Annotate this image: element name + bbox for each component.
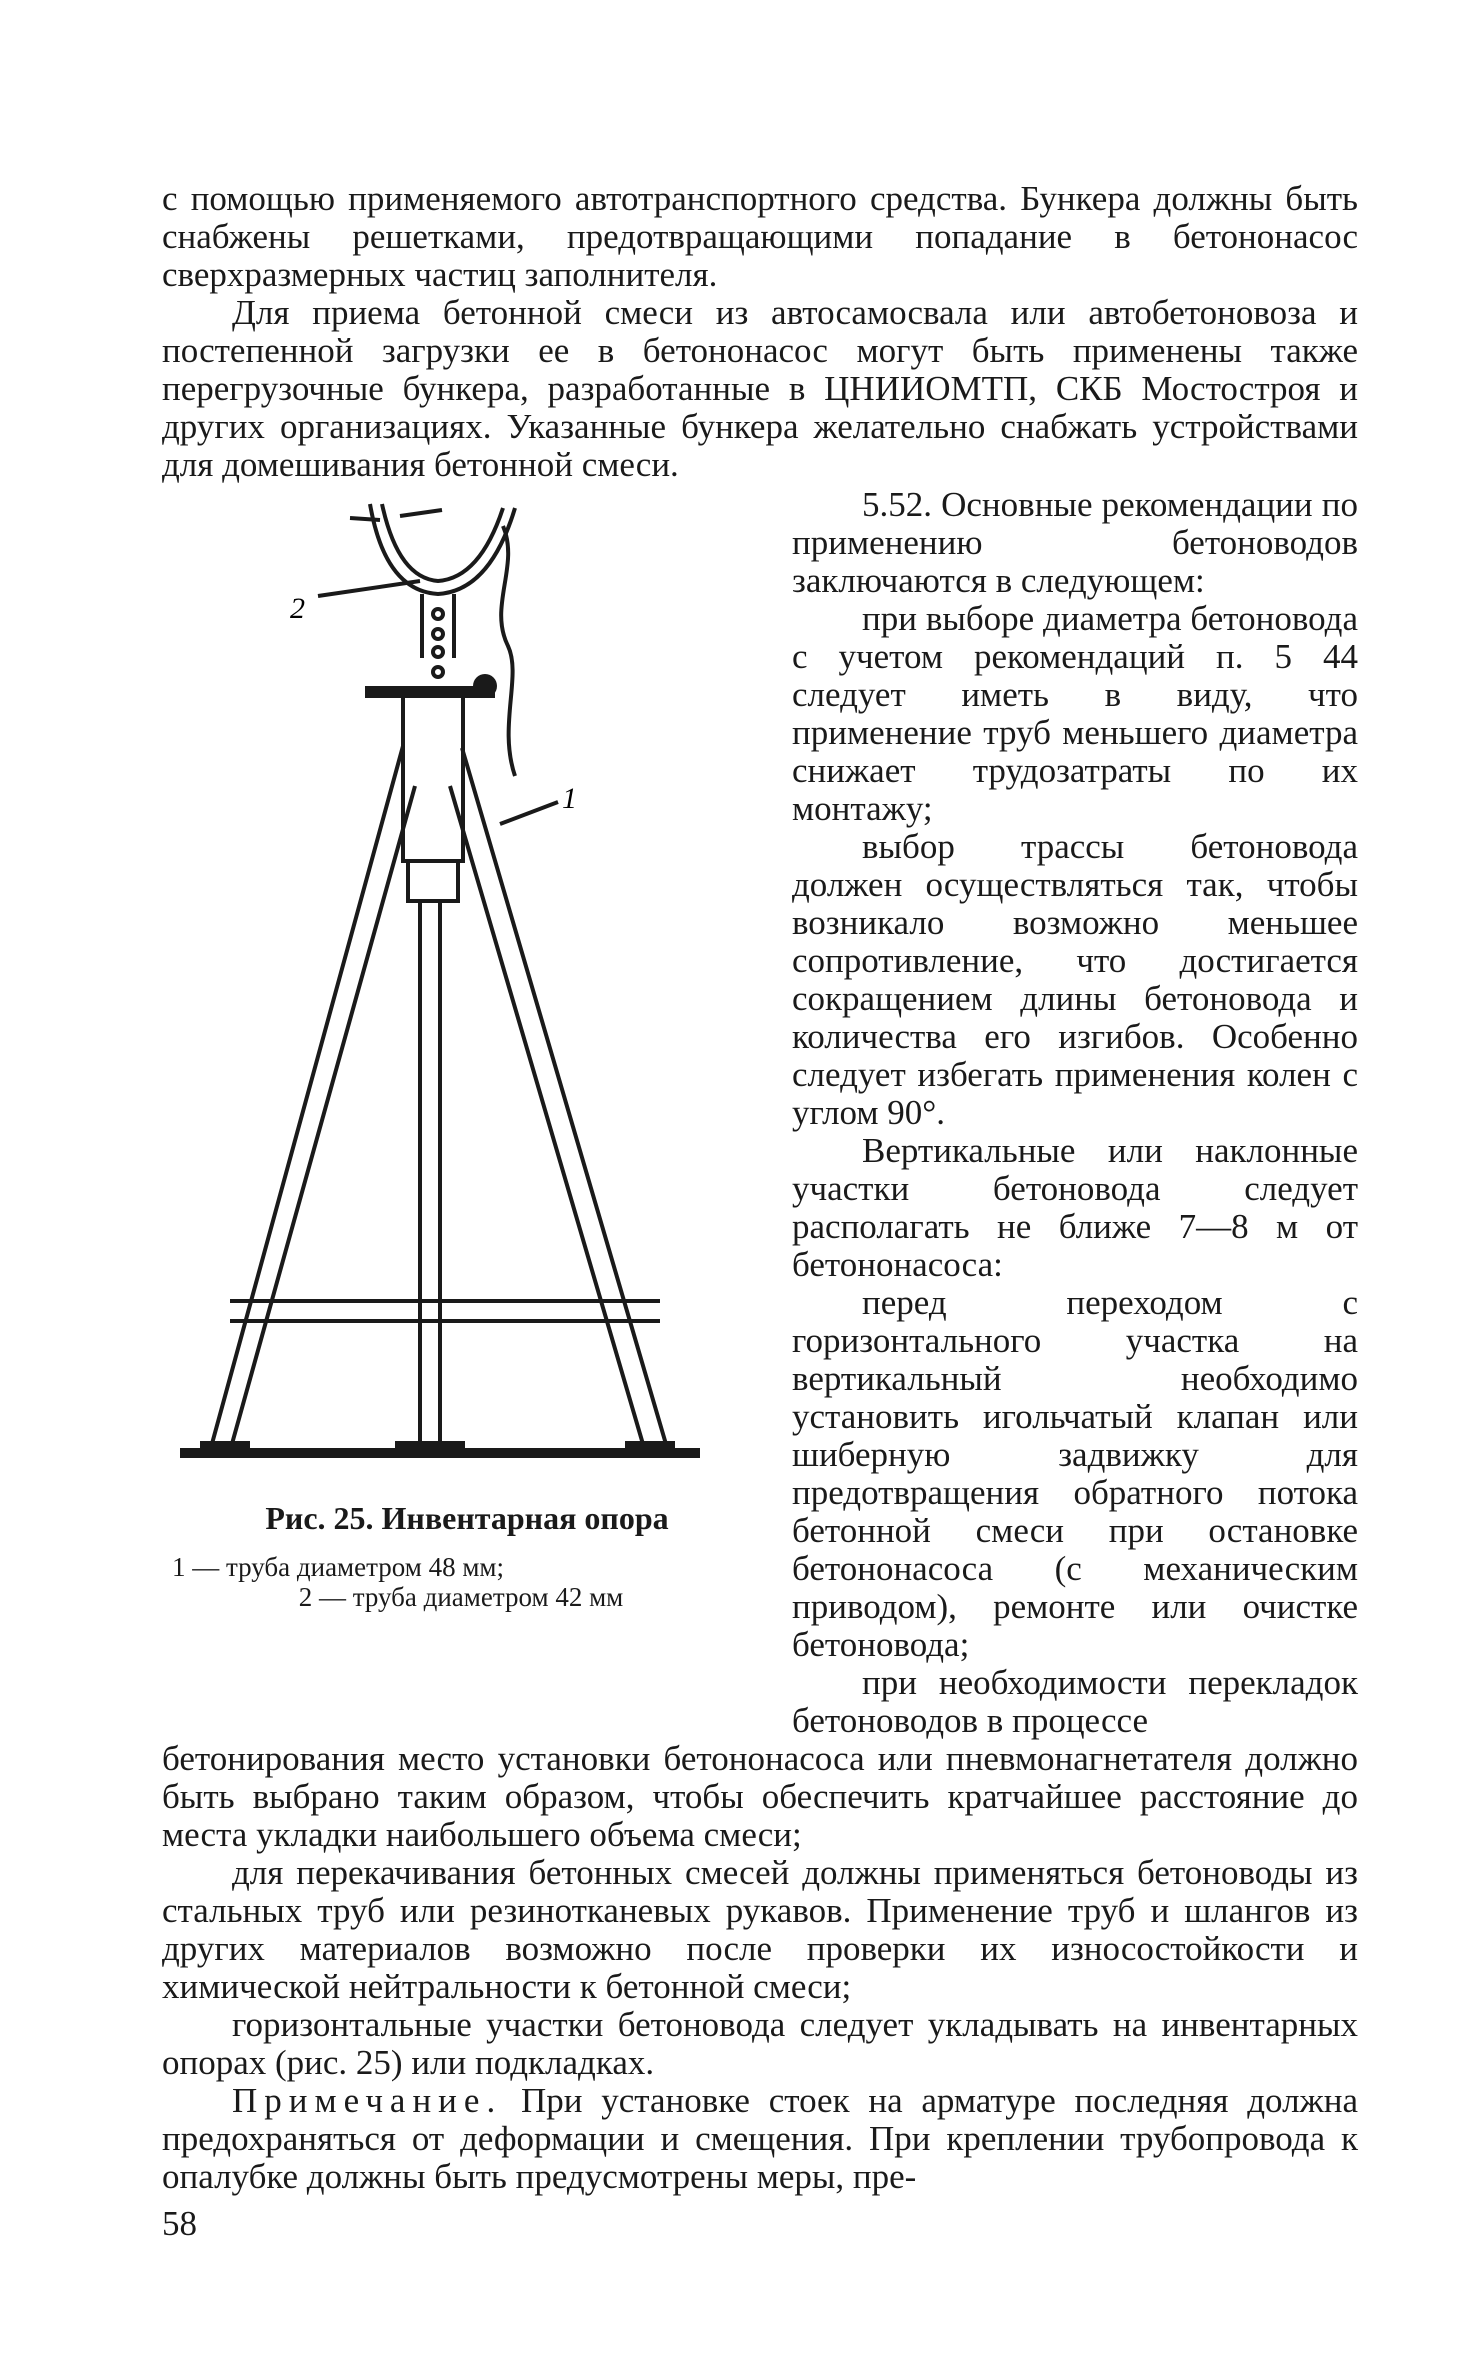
paragraph: выбор трассы бетоновода должен осуществляться так, чтобы возникало возможно меньшее сопротивление, что достигается сокращением длины бетоновода и количества его изгибов. Особенно следует избегать применения колен с углом 90°. <box>792 827 1358 1132</box>
figure-legend <box>172 1552 750 1612</box>
paragraph: бетонирования место установки бетононасоса или пневмонагнетателя должно быть выбрано таким образом, чтобы обеспечить кратчайшее расстояние до места укладки наибольшего объема смеси; <box>162 1739 1358 1854</box>
paragraph: Вертикальные или наклонные участки бетоновода следует располагать не ближе 7—8 м от бетононасоса: <box>792 1131 1358 1284</box>
figure-caption: Рис. 25. Инвентарная опора <box>265 1500 669 1536</box>
paragraph: при необходимости перекладок бетоноводов в процессе <box>792 1663 1358 1740</box>
callout-label-2: 2 <box>290 592 305 625</box>
paragraph: Для приема бетонной смеси из автосамосвала или автобетоновоза и постепенной загрузки ее в бетононасос могут быть применены также перегрузочные бункера, разработанные в ЦНИИОМТП, СКБ Мостостроя и других организациях. Указанные бункера желательно снабжать устройствами для домешивания бетонной смеси. <box>162 293 1358 484</box>
note-text: При установке стоек на арматуре последняя должна предохраняться от деформации и смещения. При креплении трубопровода к опалубке должны быть предусмотрены меры, пре- <box>162 2081 1358 2196</box>
note-label: Примечание. <box>232 2081 503 2120</box>
legend-item: 1 — труба диаметром 48 мм; <box>172 1552 505 1582</box>
paragraph: с помощью применяемого автотранспортного средства. Бункера должны быть снабжены решетками, предотвращающими попадание в бетононасос сверхразмерных частиц заполнителя. <box>162 179 1358 294</box>
right-column <box>792 486 1358 1740</box>
paragraph: 5.52. Основные рекомендации по применению бетоноводов заключаются в следующем: <box>792 485 1358 600</box>
paragraph: для перекачивания бетонных смесей должны применяться бетоноводы из стальных труб или резинотканевых рукавов. Применение труб и шлангов из других материалов возможно после проверки их износостойкости и химической нейтральности к бетонной смеси; <box>162 1853 1358 2006</box>
paragraph: перед переходом с горизонтального участка на вертикальный необходимо установить игольчатый клапан или шиберную задвижку для предотвращения обратного потока бетонной смеси при остановке бетононасоса (с механическим приводом), ремонте или очистке бетоновода; <box>792 1283 1358 1664</box>
legend-item: 2 — труба диаметром 42 мм <box>298 1582 624 1612</box>
paragraph: горизонтальные участки бетоновода следует укладывать на инвентарных опорах (рис. 25) или подкладках. <box>162 2005 1358 2082</box>
callout-label-1: 1 <box>562 782 577 815</box>
page-number: 58 <box>162 2204 197 2243</box>
paragraph: при выборе диаметра бетоновода с учетом рекомендаций п. 5 44 следует иметь в виду, что применение труб меньшего диаметра снижает трудозатраты по их монтажу; <box>792 599 1358 828</box>
support-stand-drawing <box>170 486 770 1486</box>
page-body <box>162 180 1358 2196</box>
figure <box>162 486 772 1740</box>
figure-row <box>162 486 1358 1740</box>
note <box>162 2082 1358 2196</box>
